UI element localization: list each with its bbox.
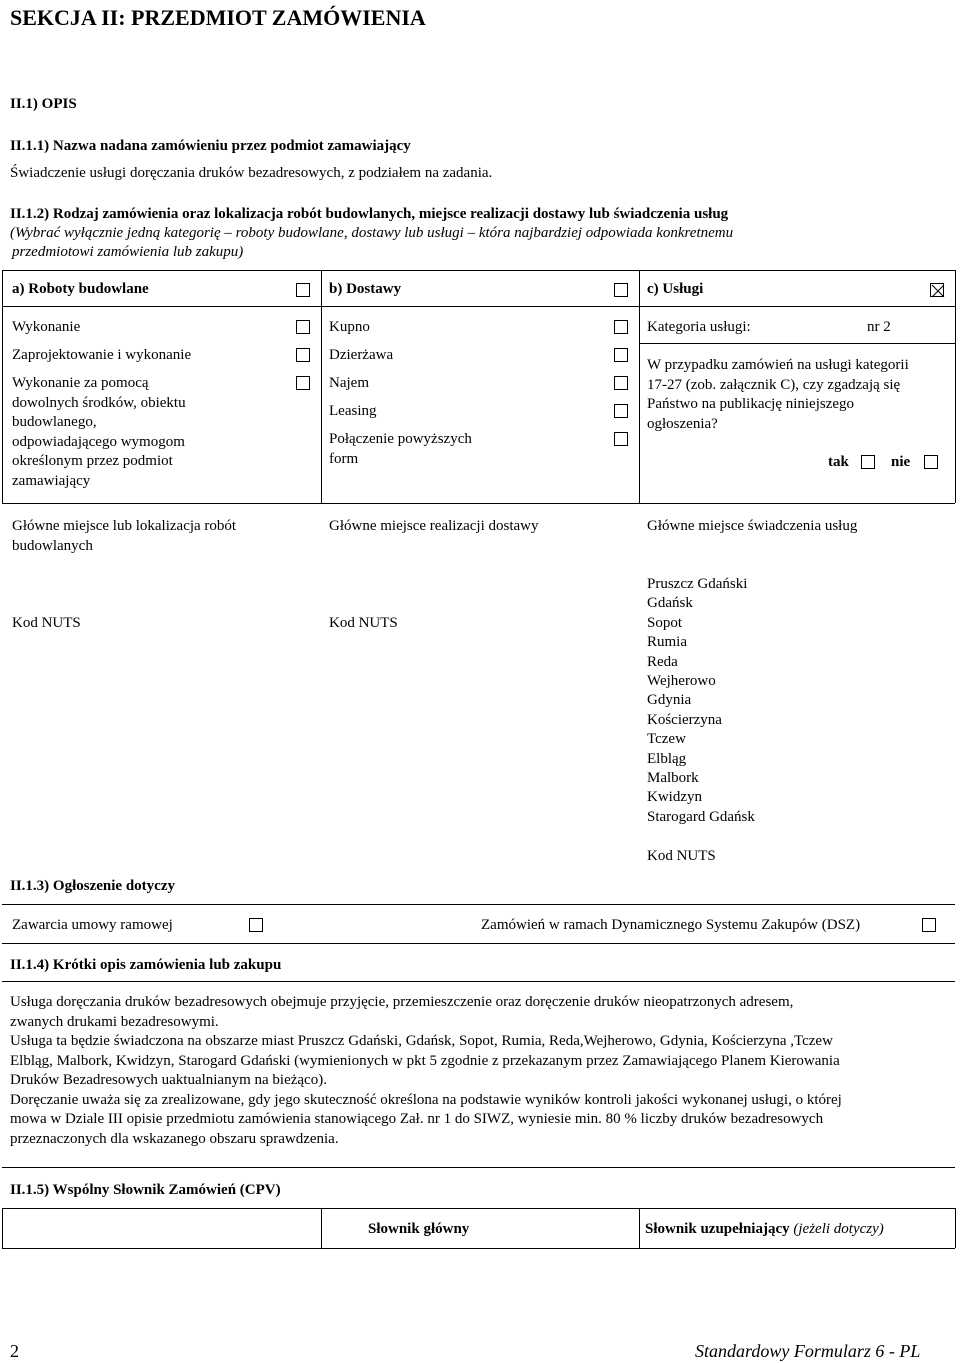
col-a-item-zaprojektowanie-checkbox[interactable] — [296, 348, 310, 362]
location-item: Elbląg — [647, 750, 687, 767]
location-item: Kwidzyn — [647, 789, 702, 806]
cpv-supp-dict-label: Słownik uzupełniający — [645, 1221, 790, 1237]
col-c-category-nr: nr 2 — [867, 319, 891, 335]
col-c-header: c) Usługi — [647, 281, 704, 297]
col-c-category-label: Kategoria usługi: — [647, 319, 751, 335]
location-item: Wejherowo — [647, 673, 716, 690]
col-b-item-najem: Najem — [329, 375, 369, 391]
col-c-question-line: Państwo na publikację niniejszego — [647, 396, 855, 412]
col-a-item3-line: budowlanego, — [12, 414, 97, 430]
col-a-header: a) Roboty budowlane — [12, 281, 149, 297]
col-a-nuts: Kod NUTS — [12, 615, 81, 631]
location-item: Starogard Gdańsk — [647, 808, 755, 825]
col-a-item3-line: odpowiadającego wymogom — [12, 433, 185, 450]
col-c-category-divider — [639, 343, 955, 344]
col-a-item3-line: dowolnych środków, obiektu — [12, 394, 186, 411]
s113-option2-label: Zamówień w ramach Dynamicznego Systemu Zakupów (DSZ) — [481, 917, 861, 933]
col-c-tak-checkbox[interactable] — [861, 455, 875, 469]
table-divider-2 — [639, 270, 640, 503]
table-border-header — [2, 306, 955, 307]
table-border-top — [2, 270, 955, 271]
location-item: Sopot — [647, 614, 683, 631]
s114-line: Druków Bezadresowych uaktualnianym na bieżąco). — [10, 1072, 327, 1088]
col-c-nie-label: nie — [891, 454, 911, 470]
s112-note-line1: (Wybrać wyłącznie jedną kategorię – roboty budowlane, dostawy lub usługi – która najbardziej odpowiada konkretnemu — [10, 225, 734, 241]
s113-border-top — [2, 904, 955, 905]
opis-heading: II.1) OPIS — [10, 96, 77, 112]
col-b-item-leasing-checkbox[interactable] — [614, 404, 628, 418]
col-b-location-label: Główne miejsce realizacji dostawy — [329, 518, 539, 534]
col-c-nuts: Kod NUTS — [647, 848, 716, 864]
s113-heading: II.1.3) Ogłoszenie dotyczy — [10, 878, 175, 894]
col-a-item-wykonanie: Wykonanie — [12, 319, 81, 335]
col-c-location-label: Główne miejsce świadczenia usług — [647, 518, 858, 534]
location-item: Kościerzyna — [647, 711, 722, 728]
col-b-checkbox[interactable] — [614, 283, 628, 297]
col-a-item-wykonanie-dowolnych — [12, 374, 186, 491]
col-a-location-line: Główne miejsce lub lokalizacja robót — [12, 518, 237, 534]
s111-heading: II.1.1) Nazwa nadana zamówieniu przez podmiot zamawiający — [10, 138, 411, 154]
col-b-item-kupno: Kupno — [329, 319, 370, 335]
cpv-table-left — [2, 1208, 3, 1248]
s114-border-top — [2, 981, 955, 982]
col-b-item-dzierzawa: Dzierżawa — [329, 347, 394, 363]
s114-line: zwanych drukami bezadresowymi. — [10, 1013, 219, 1030]
section-title: SEKCJA II: PRZEDMIOT ZAMÓWIENIA — [10, 5, 426, 30]
cpv-table-divider-1 — [321, 1208, 322, 1248]
s114-line: Elbląg, Malbork, Kwidzyn, Starogard Gdański (wymienionych w pkt 5 zgodnie z przekazanym przez Zamawiającego Planem Kierowania — [10, 1052, 840, 1069]
col-c-question-line: ogłoszenia? — [647, 415, 718, 432]
cpv-supp-dict — [645, 1220, 884, 1240]
col-c-checkbox-checked[interactable] — [930, 283, 944, 297]
s114-line: mowa w Dziale III opisie przedmiotu zamówienia stanowiącego Zał. nr 1 do SIWZ, wyniesie min. 80 % liczby druków bezadresowych — [10, 1111, 824, 1127]
form-name: Standardowy Formularz 6 - PL — [695, 1341, 921, 1361]
col-b-header: b) Dostawy — [329, 281, 402, 297]
s114-heading: II.1.4) Krótki opis zamówienia lub zakupu — [10, 957, 282, 973]
col-b-item-leasing: Leasing — [329, 403, 377, 419]
location-item: Malbork — [647, 770, 699, 787]
col-a-checkbox[interactable] — [296, 283, 310, 297]
col-a-item3-line: określonym przez podmiot — [12, 453, 173, 469]
col-b-nuts: Kod NUTS — [329, 615, 398, 631]
col-c-nie-checkbox[interactable] — [924, 455, 938, 469]
col-b-item-polaczenie-form: form — [329, 451, 359, 467]
s114-line: Doręczanie uważa się za zrealizowane, gdy jego skuteczność określona na podstawie wyników kontroli jakości wykonanej usługi, o której — [10, 1091, 842, 1108]
s115-heading: II.1.5) Wspólny Słownik Zamówień (CPV) — [10, 1182, 281, 1198]
cpv-main-dict: Słownik główny — [368, 1221, 470, 1237]
table-divider-1 — [321, 270, 322, 503]
col-c-locations-list — [647, 575, 755, 827]
col-a-location-line: budowlanych — [12, 537, 93, 554]
s114-description — [10, 993, 950, 1149]
col-a-item3-line: zamawiający — [12, 472, 91, 489]
page-number: 2 — [10, 1341, 19, 1361]
cpv-supp-dict-note: (jeżeli dotyczy) — [793, 1221, 884, 1237]
table-border-left — [2, 270, 3, 503]
col-c-question — [647, 356, 909, 434]
s113-option1-checkbox[interactable] — [249, 918, 263, 932]
col-a-item-wykonanie-dowolnych-checkbox[interactable] — [296, 376, 310, 390]
col-b-item-dzierzawa-checkbox[interactable] — [614, 348, 628, 362]
s112-note-line2: przedmiotowi zamówienia lub zakupu) — [12, 244, 244, 260]
col-c-tak-label: tak — [828, 454, 849, 470]
s112-heading: II.1.2) Rodzaj zamówienia oraz lokalizacja robót budowlanych, miejsce realizacji dostawy lub świadczenia usług — [10, 206, 729, 222]
s114-border-bottom — [2, 1167, 955, 1168]
cpv-table-right — [955, 1208, 956, 1248]
location-item: Reda — [647, 653, 678, 670]
col-c-question-line: 17-27 (zob. załącznik C), czy zgadzają się — [647, 376, 901, 393]
col-a-location-label — [12, 517, 236, 556]
col-a-item-wykonanie-checkbox[interactable] — [296, 320, 310, 334]
col-a-item-zaprojektowanie: Zaprojektowanie i wykonanie — [12, 347, 192, 363]
cpv-table-top — [2, 1208, 955, 1209]
s113-option2-checkbox[interactable] — [922, 918, 936, 932]
s114-line: przeznaczonych dla wskazanego obszaru sprawdzenia. — [10, 1130, 339, 1147]
s113-border-bottom — [2, 943, 955, 944]
col-a-item3-line: Wykonanie za pomocą — [12, 375, 149, 391]
s114-line: Usługa ta będzie świadczona na obszarze miast Pruszcz Gdański, Gdańsk, Sopot, Rumia, Reda,Wejherowo, Gdynia, Kościerzyna ,Tczew — [10, 1033, 833, 1049]
cpv-table-divider-2 — [639, 1208, 640, 1248]
cpv-table-bottom — [2, 1248, 955, 1249]
s114-line: Usługa doręczania druków bezadresowych obejmuje przyjęcie, przemieszczenie oraz doręczenie druków nieopatrzonych adresem, — [10, 994, 794, 1010]
location-item: Gdynia — [647, 692, 692, 709]
location-item: Gdańsk — [647, 595, 693, 612]
col-c-question-line: W przypadku zamówień na usługi kategorii — [647, 357, 909, 373]
col-b-item-polaczenie: Połączenie powyższych — [329, 431, 472, 447]
location-item: Rumia — [647, 634, 687, 651]
table-border-right — [955, 270, 956, 503]
table-border-middle — [2, 503, 955, 504]
col-b-item-najem-checkbox[interactable] — [614, 376, 628, 390]
col-b-item-kupno-checkbox[interactable] — [614, 320, 628, 334]
s113-option1-label: Zawarcia umowy ramowej — [12, 917, 173, 933]
location-item: Tczew — [647, 731, 686, 748]
s111-value: Świadczenie usługi doręczania druków bezadresowych, z podziałem na zadania. — [10, 165, 493, 181]
checkmark-x-icon — [931, 284, 945, 298]
col-b-item-polaczenie-checkbox[interactable] — [614, 432, 628, 446]
location-item: Pruszcz Gdański — [647, 576, 748, 592]
